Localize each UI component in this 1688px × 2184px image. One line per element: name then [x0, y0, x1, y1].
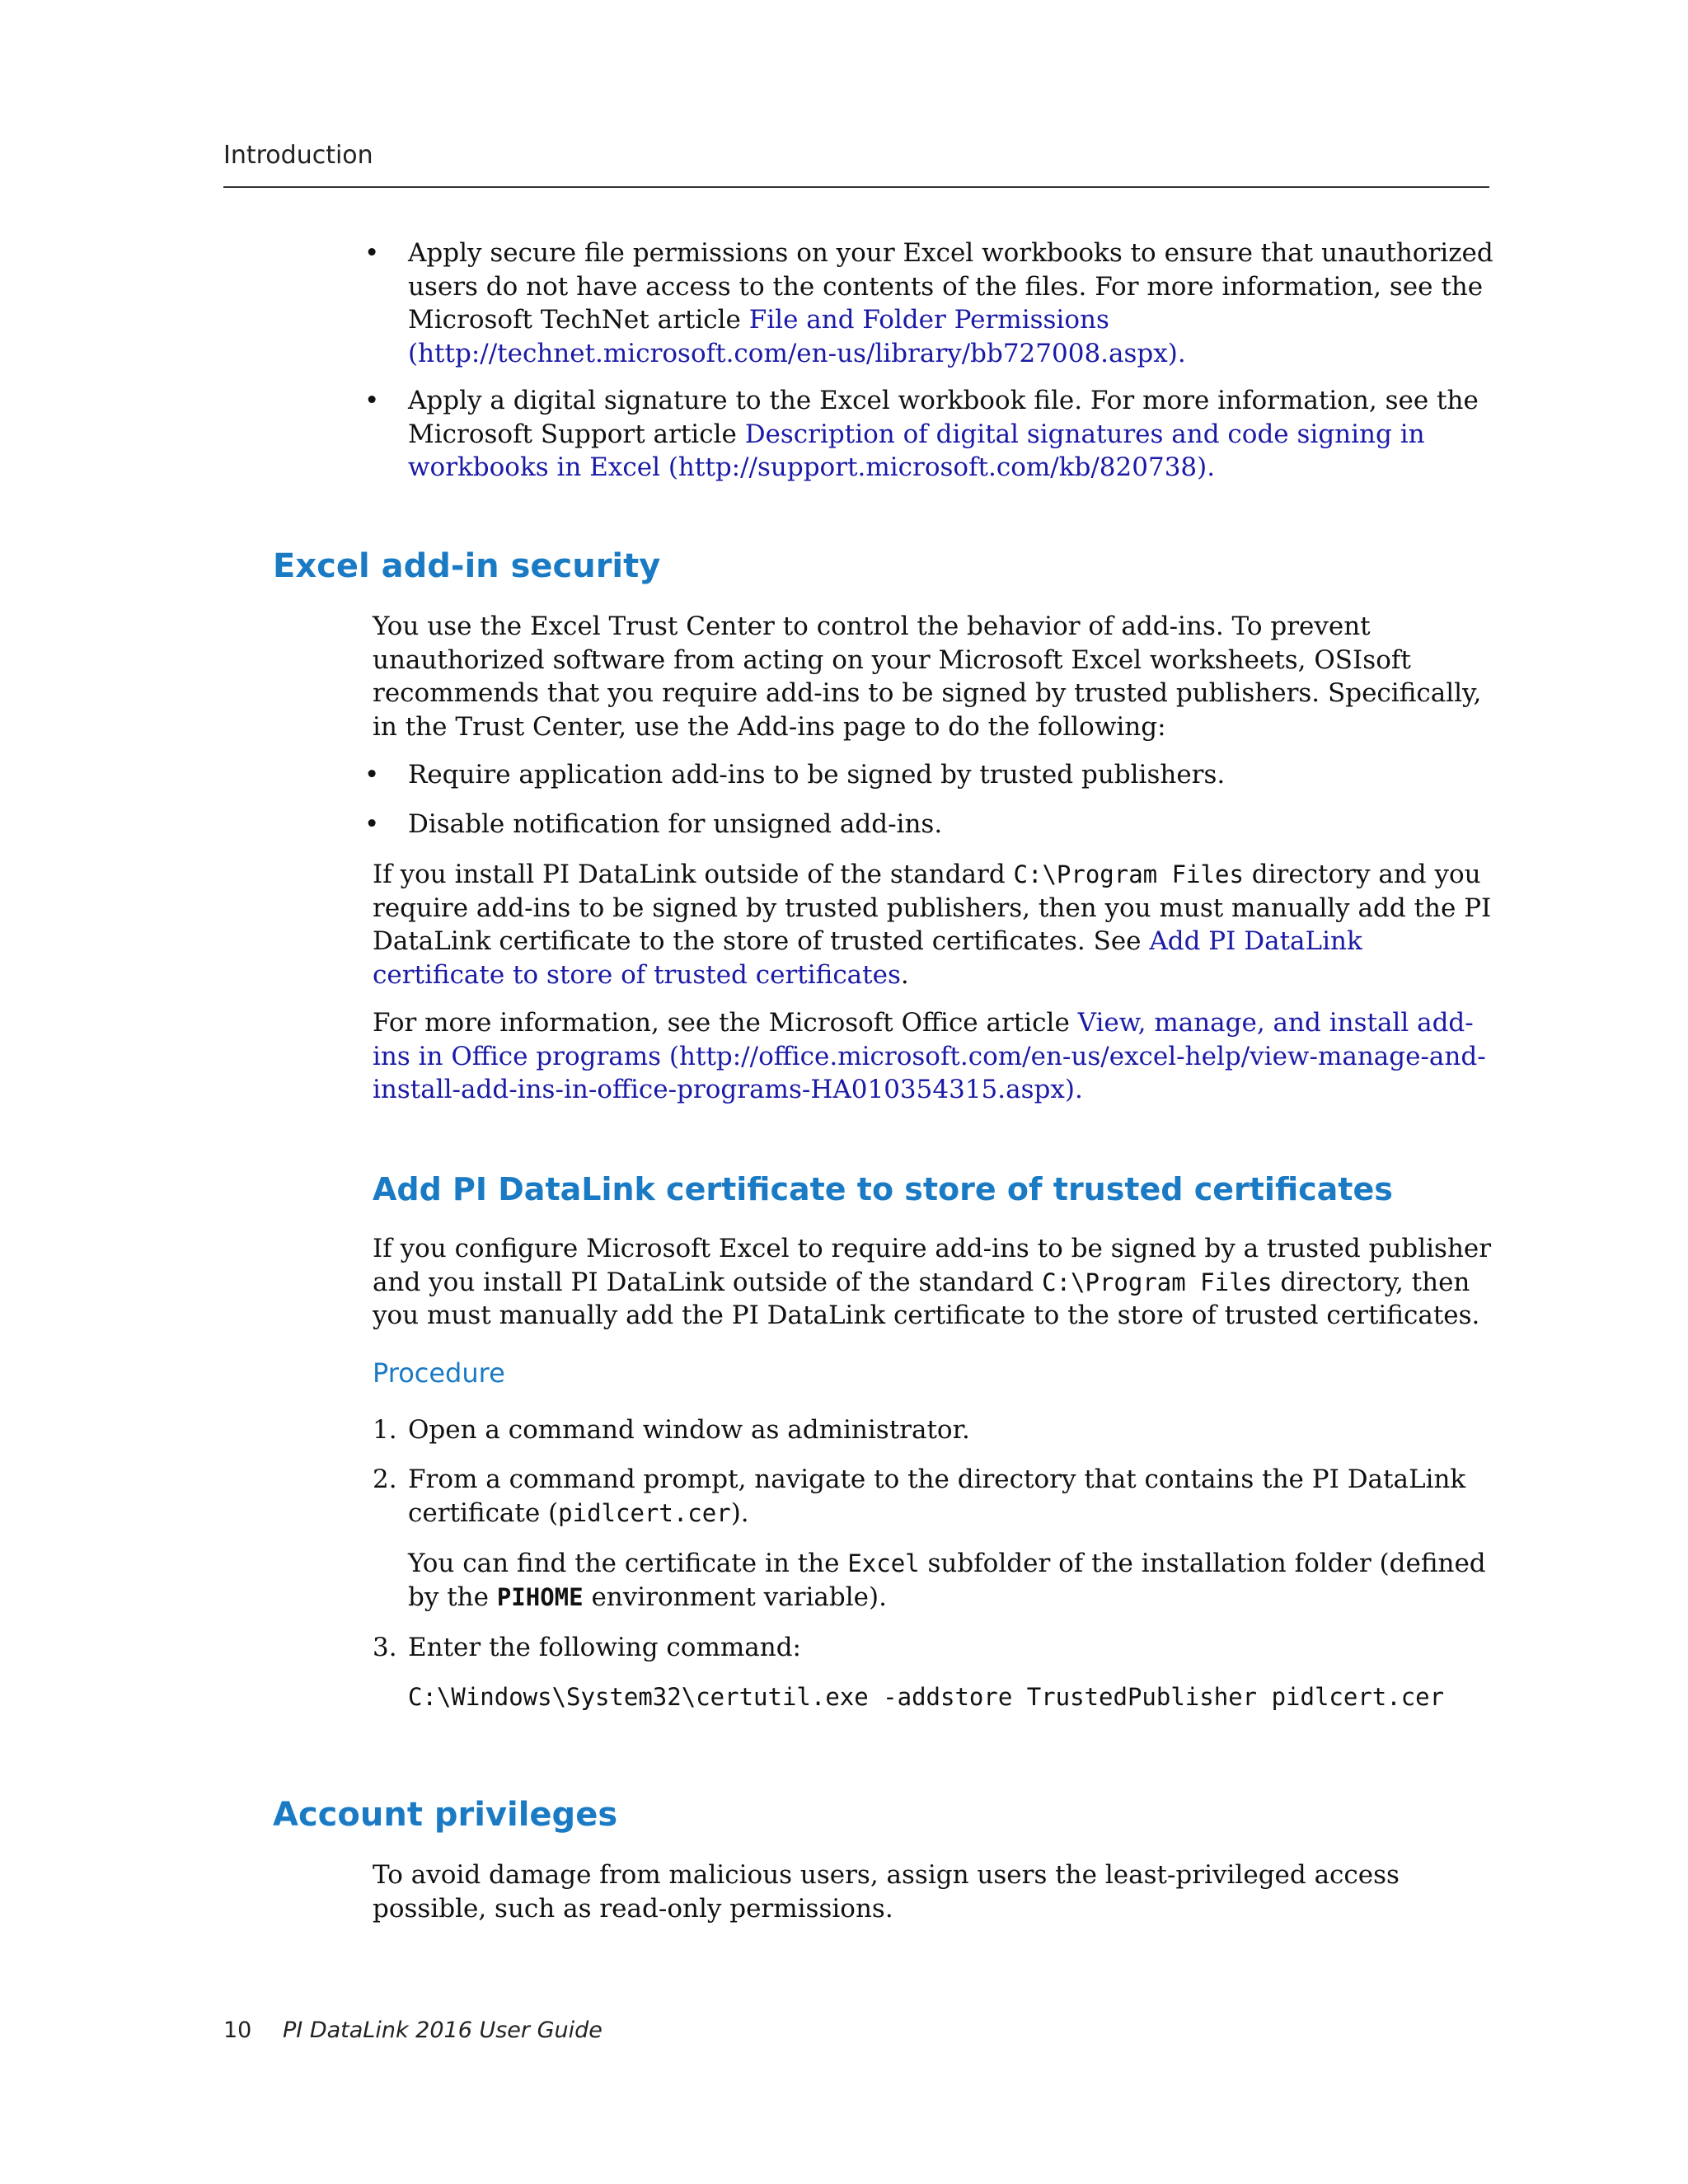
- page-footer: [223, 2018, 603, 2043]
- install-paragraph: [373, 858, 1493, 991]
- cert-intro-pre: If you configure Microsoft Excel to require add-ins to be signed by a trusted publisher and you install PI DataLink outside of the standard: [373, 1234, 1492, 1297]
- list-item: [364, 384, 1493, 485]
- procedure-step: [373, 1413, 1493, 1447]
- link-period: .: [1207, 452, 1216, 482]
- cert-intro-paragraph: [373, 1232, 1493, 1333]
- step-text: Enter the following command:: [408, 1633, 801, 1662]
- header-divider: [223, 186, 1489, 188]
- bullet-text: Disable notification for unsigned add-ins.: [408, 809, 943, 839]
- bullet-icon: •: [364, 809, 380, 839]
- program-files-code: C:\Program Files: [1013, 860, 1244, 888]
- step-note-pre: You can find the certificate in the: [408, 1549, 848, 1578]
- section-heading-addin-security: Excel add-in security: [273, 547, 661, 585]
- running-header: Introduction: [223, 141, 373, 170]
- list-item: [364, 758, 1493, 792]
- install-text-pre: If you install PI DataLink outside of the standard: [373, 860, 1014, 889]
- bullet-text: Apply a digital signature to the Excel workbook file. For more information, see the Microsoft Support article: [408, 386, 1479, 449]
- procedure-step: [373, 1463, 1493, 1530]
- program-files-code: C:\Program Files: [1042, 1268, 1273, 1296]
- step-note-post: environment variable).: [583, 1582, 887, 1612]
- certutil-command: C:\Windows\System32\certutil.exe -addstore TrustedPublisher pidlcert.cer: [408, 1683, 1445, 1711]
- procedure-label: Procedure: [373, 1357, 505, 1389]
- section-heading-account-privileges: Account privileges: [273, 1796, 618, 1834]
- install-text-post: .: [900, 959, 909, 990]
- technet-link[interactable]: File and Folder Permissions (http://technet.microsoft.com/en-us/library/bb727008.aspx): [408, 305, 1178, 368]
- section-heading-add-certificate: Add PI DataLink certificate to store of trusted certificates: [373, 1171, 1393, 1207]
- addin-intro-paragraph: You use the Excel Trust Center to control the behavior of add-ins. To prevent unauthorized software from acting on your Microsoft Excel worksheets, OSIsoft recommends that you require add-ins to be signed by trusted publishers. Specifically, in the Trust Center, use the Add-ins page to do the following:: [373, 612, 1482, 742]
- more-info-text-pre: For more information, see the Microsoft Office article: [373, 1008, 1078, 1038]
- list-item: [364, 237, 1493, 370]
- step-number: 2.: [373, 1465, 397, 1494]
- step-text: From a command prompt, navigate to the directory that contains the PI DataLink certificate (: [408, 1465, 1466, 1528]
- procedure-step: [373, 1631, 1493, 1665]
- pihome-variable: PIHOME: [496, 1582, 584, 1611]
- page-number: 10: [223, 2018, 252, 2043]
- more-info-text-post: .: [1074, 1075, 1083, 1104]
- bullet-text: Apply secure file permissions on your Excel workbooks to ensure that unauthorized users do not have access to the contents of the files. For more information, see the Microsoft TechNet article: [408, 238, 1493, 335]
- cert-intro-post: directory, then you must manually add the PI DataLink certificate to the store of trusted certificates.: [373, 1267, 1480, 1330]
- step-note-mid: subfolder of the installation folder (defined by the: [408, 1549, 1486, 1612]
- bullet-icon: •: [364, 386, 380, 415]
- bullet-text: Require application add-ins to be signed by trusted publishers.: [408, 760, 1226, 790]
- link-period: .: [1177, 338, 1186, 368]
- step-text-post: ).: [730, 1497, 749, 1528]
- step-text: Open a command window as administrator.: [408, 1415, 970, 1445]
- excel-folder-code: Excel: [847, 1549, 920, 1577]
- privileges-paragraph: To avoid damage from malicious users, assign users the least-privileged access possible, such as read-only permissions.: [373, 1860, 1400, 1924]
- bullet-icon: •: [364, 238, 380, 268]
- certificate-file-code: pidlcert.cer: [558, 1498, 731, 1527]
- bullet-icon: •: [364, 760, 380, 790]
- list-item: [364, 808, 1493, 841]
- add-certificate-link[interactable]: Add PI DataLink certificate to store of trusted certificates: [373, 926, 1362, 990]
- install-text-mid: directory and you require add-ins to be signed by trusted publishers, then you must manually add the PI DataLink certificate to the store of trusted certificates. See: [373, 860, 1492, 956]
- office-article-link[interactable]: View, manage, and install add-ins in Office programs (http://office.microsoft.com/en-us/excel-help/view-manage-and-install-add-ins-in-office-programs-HA010354315.aspx): [373, 1008, 1486, 1104]
- step-note: [408, 1547, 1493, 1614]
- step-number: 1.: [373, 1415, 397, 1445]
- step-number: 3.: [373, 1633, 397, 1662]
- more-info-paragraph: [373, 1006, 1493, 1107]
- support-link[interactable]: Description of digital signatures and code signing in workbooks in Excel (http://support.microsoft.com/kb/820738): [408, 419, 1425, 482]
- document-title: PI DataLink 2016 User Guide: [283, 2018, 603, 2043]
